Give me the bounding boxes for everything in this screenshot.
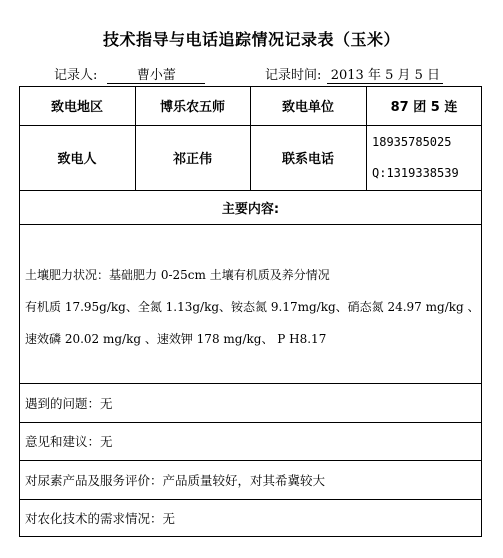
record-time-label: 记录时间: — [265, 68, 322, 83]
content-line: 速效磷 20.02 mg/kg 、速效钾 178 mg/kg、 P H8.17 — [25, 332, 327, 346]
unit-label: 致电单位 — [281, 100, 334, 115]
suggestions-row: 意见和建议：无 — [25, 434, 113, 449]
unit-value: 87 团 5 连 — [390, 100, 458, 115]
record-time-field — [265, 64, 443, 84]
table-divider — [19, 224, 482, 225]
recorder-value: 曹小蕾 — [107, 64, 205, 84]
region-value: 博乐农五师 — [159, 100, 225, 115]
problems-row: 遇到的问题：无 — [25, 395, 113, 411]
caller-label: 致电人 — [57, 152, 97, 167]
recorder-label: 记录人: — [54, 68, 98, 83]
record-time-value: 2013 年 5 月 5 日 — [327, 64, 443, 84]
region-label: 致电地区 — [50, 100, 103, 115]
main-content-label: 主要内容: — [221, 201, 280, 217]
phone-label: 联系电话 — [281, 152, 334, 167]
content-line: 有机质 17.95g/kg、全氮 1.13g/kg、铵态氮 9.17mg/kg、硝态氮 24.97 mg/kg 、 — [25, 300, 480, 314]
document-title: 技术指导与电话追踪情况记录表（玉米） — [102, 30, 400, 49]
content-line: 土壤肥力状况：基础肥力 0-25cm 土壤有机质及养分情况 — [25, 268, 330, 282]
tech-needs-row: 对农化技术的需求情况：无 — [25, 511, 176, 526]
qq-value: Q:1319338539 — [372, 166, 459, 180]
phone-value: 18935785025 — [372, 135, 452, 149]
evaluation-row: 对尿素产品及服务评价：产品质量较好，对其希冀较大 — [25, 472, 326, 488]
caller-value: 祁正伟 — [172, 152, 212, 167]
recorder-field — [54, 64, 205, 84]
